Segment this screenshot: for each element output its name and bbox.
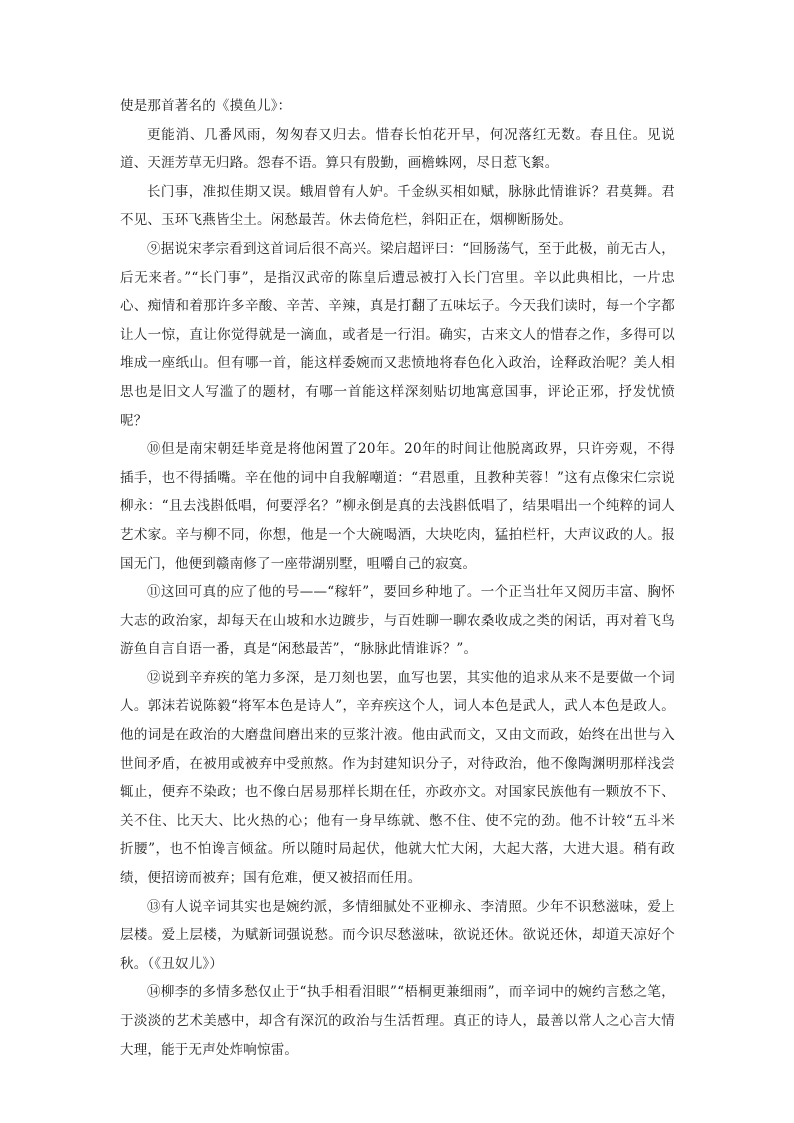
- paragraph-9: ⑨据说宋孝宗看到这首词后很不高兴。梁启超评曰：“回肠荡气，至于此极，前无古人，后无来者。”“长门事”，是指汉武帝的陈皇后遭忌被打入长门宫里。辛以此典相比，一片忠心、痴情和着那许多辛酸、辛苦、辛辣，真是打翻了五味坛子。今天我们读时，每一个字都让人一惊，直让你觉得就是一滴血，或者是一行泪。确实，古来文人的惜春之作，多得可以堆成一座纸山。但有哪一首，能这样委婉而又悲愤地将春色化入政治，诠释政治呢？美人相思也是旧文人写滥了的题材，有哪一首能这样深刻贴切地寓意国事，评论正邪，抒发忧愤呢？: [120, 240, 675, 429]
- poem-stanza-2: 长门事，准拟佳期又误。蛾眉曾有人妒。千金纵买相如赋，脉脉此情谁诉？君莫舞。君不见、玉环飞燕皆尘土。闲愁最苦。休去倚危栏，斜阳正在，烟柳断肠处。: [120, 183, 675, 229]
- paragraph-11: ⑪这回可真的应了他的号——“稼轩”，要回乡种地了。一个正当壮年又阅历丰富、胸怀大志的政治家，却每天在山坡和水边踱步，与百姓聊一聊农桑收成之类的闲话，再对着飞鸟游鱼自言自语一番，真是“闲愁最苦”，“脉脉此情谁诉？”。: [120, 584, 675, 658]
- document-page: [120, 92, 675, 1064]
- paragraph-12: ⑫说到辛弃疾的笔力多深，是刀刻也罢，血写也罢，其实他的追求从来不是要做一个词人。郭沫若说陈毅“将军本色是诗人”，辛弃疾这个人，词人本色是武人，武人本色是政人。他的词是在政治的大磨盘间磨出来的豆浆汁液。他由武而文，又由文而政，始终在出世与入世间矛盾，在被用或被弃中受煎熬。作为封建知识分子，对待政治，他不像陶渊明那样浅尝辄止，便弃不染政；也不像白居易那样长期在任，亦政亦文。对国家民族他有一颗放不下、关不住、比天大、比火热的心；他有一身早练就、憋不住、使不完的劲。他不计较“五斗米折腰”，也不怕谗言倾盆。所以随时局起伏，他就大忙大闲，大起大落，大进大退。稍有政绩，便招谤而被弃；国有危难，便又被招而任用。: [120, 669, 675, 887]
- intro-line: 使是那首著名的《摸鱼儿》：: [120, 98, 292, 114]
- paragraph-10: ⑩但是南宋朝廷毕竟是将他闲置了20年。20年的时间让他脱离政界，只许旁观，不得插手，也不得插嘴。辛在他的词中自我解嘲道：“君恩重，且教种芙蓉！”这有点像宋仁宗说柳永：“且去浅斟低唱，何要浮名？”柳永倒是真的去浅斟低唱了，结果唱出一个纯粹的词人艺术家。辛与柳不同，你想，他是一个大碗喝酒，大块吃肉，猛拍栏杆，大声议政的人。报国无门，他便到赣南修了一座带湖别墅，咀嚼自己的寂寞。: [120, 441, 675, 572]
- poem-stanza-1: 更能消、几番风雨，匆匆春又归去。惜春长怕花开早，何况落红无数。春且住。见说道、天涯芳草无归路。怨春不语。算只有殷勤，画檐蛛网，尽日惹飞絮。: [120, 126, 675, 172]
- paragraph-13: ⑬有人说辛词其实也是婉约派，多情细腻处不亚柳永、李清照。少年不识愁滋味，爱上层楼。爱上层楼，为赋新词强说愁。而今识尽愁滋味，欲说还休。欲说还休，却道天凉好个秋。（《丑奴儿》）: [120, 898, 675, 972]
- paragraph-14: ⑭柳李的多情多愁仅止于“执手相看泪眼”“梧桐更兼细雨”，而辛词中的婉约言愁之笔，于淡淡的艺术美感中，却含有深沉的政治与生活哲理。真正的诗人，最善以常人之心言大情大理，能于无声处炸响惊雷。: [120, 984, 675, 1058]
